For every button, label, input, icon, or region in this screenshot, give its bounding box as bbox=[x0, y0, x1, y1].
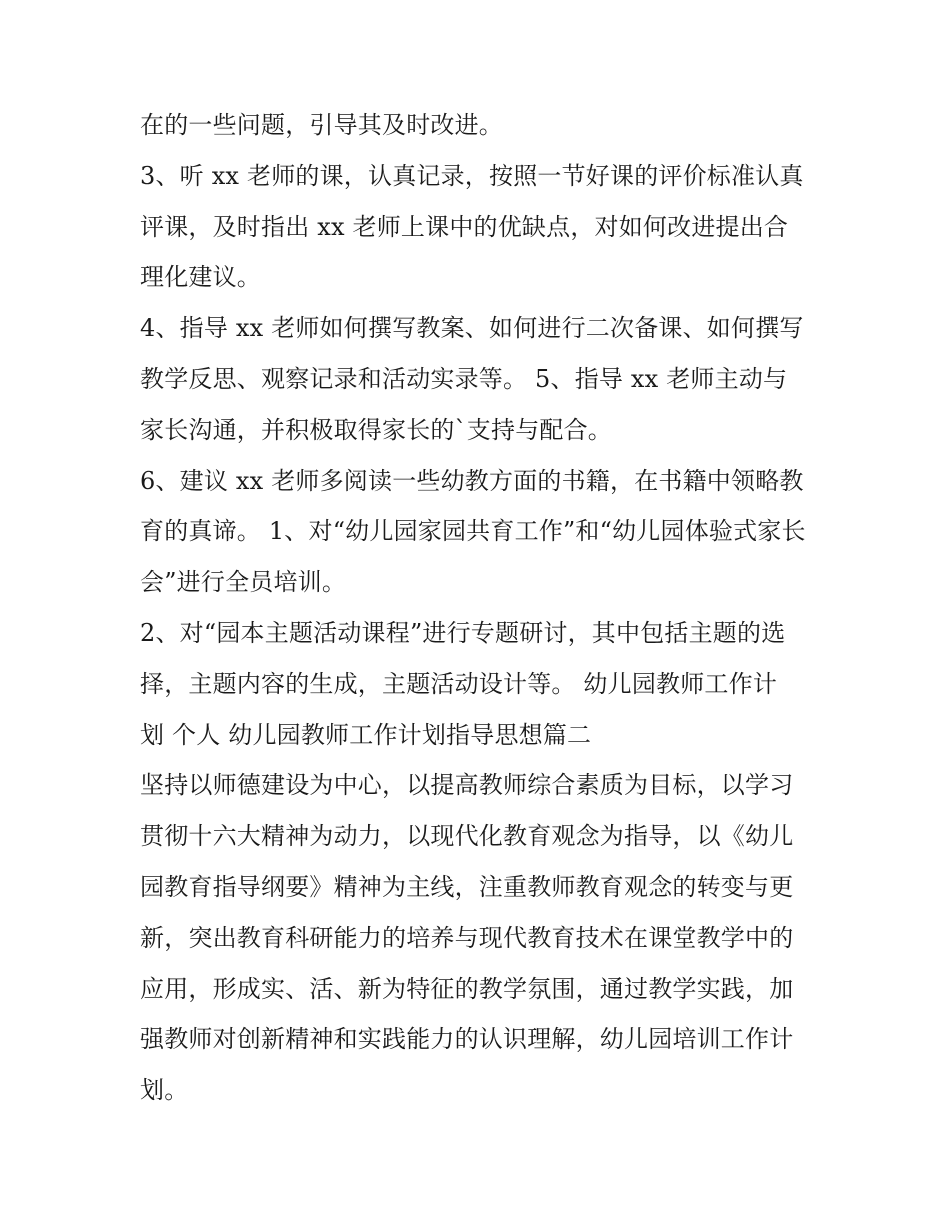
text-line: 会”进行全员培训。 bbox=[140, 568, 347, 597]
text-line: 2、对“园本主题活动课程”进行专题研讨，其中包括主题的选 bbox=[140, 618, 786, 647]
text-line: 强教师对创新精神和实践能力的认识理解，幼儿园培训工作计 bbox=[140, 1025, 794, 1054]
text-line: 坚持以师德建设为中心，以提高教师综合素质为目标，以学习 bbox=[140, 771, 794, 800]
text-line: 划。 bbox=[140, 1076, 189, 1105]
text-line: 在的一些问题，引导其及时改进。 bbox=[140, 111, 503, 139]
text-line: 4、指导 xx 老师如何撰写教案、如何进行二次备课、如何撰写 bbox=[140, 314, 804, 343]
text-line: 新，突出教育科研能力的培养与现代教育技术在课堂教学中的 bbox=[140, 923, 794, 952]
text-line: 择，主题内容的生成，主题活动设计等。 幼儿园教师工作计 bbox=[140, 669, 778, 698]
text-line: 6、建议 xx 老师多阅读一些幼教方面的书籍，在书籍中领略教 bbox=[140, 466, 804, 495]
text-line: 教学反思、观察记录和活动实录等。 5、指导 xx 老师主动与 bbox=[140, 364, 788, 393]
text-line: 3、听 xx 老师的课，认真记录，按照一节好课的评价标准认真 bbox=[140, 161, 804, 190]
text-line: 育的真谛。 1、对“幼儿园家园共育工作”和“幼儿园体验式家长 bbox=[140, 517, 806, 546]
text-line: 评课，及时指出 xx 老师上课中的优缺点，对如何改进提出合 bbox=[140, 212, 789, 241]
text-line: 理化建议。 bbox=[140, 263, 261, 292]
text-line: 园教育指导纲要》精神为主线，注重教师教育观念的转变与更 bbox=[140, 872, 794, 901]
document-body bbox=[140, 100, 820, 1116]
text-line: 划 个人 幼儿园教师工作计划指导思想篇二 bbox=[140, 720, 592, 749]
text-line: 应用，形成实、活、新为特征的教学氛围，通过教学实践，加 bbox=[140, 974, 794, 1003]
text-line: 贯彻十六大精神为动力，以现代化教育观念为指导，以《幼儿 bbox=[140, 822, 794, 851]
text-line: 家长沟通，并积极取得家长的`支持与配合。 bbox=[140, 415, 612, 444]
